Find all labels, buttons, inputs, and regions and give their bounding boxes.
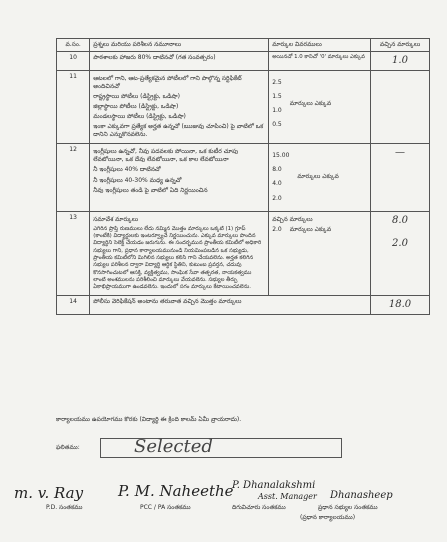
row-criteria — [269, 70, 371, 144]
result-section — [56, 436, 213, 457]
row-number: 12 — [57, 144, 90, 211]
signature-label: PCC / PA సంతకము — [140, 504, 191, 511]
table-row — [57, 211, 430, 296]
row-text: పాఠశాలకు హాజరు 80% దాటినచో (గత సంవత్సరం) — [90, 52, 269, 71]
criteria-label: మార్కులు ఎక్కువ — [297, 173, 339, 181]
row-text — [90, 211, 269, 296]
weight-value: 1.5 — [272, 92, 282, 100]
row-score — [371, 296, 430, 315]
weight-value: 1.0 — [272, 106, 282, 114]
weights-list — [272, 73, 282, 135]
handwritten-score: — — [395, 147, 405, 159]
row-criteria — [269, 144, 371, 211]
table-row — [57, 52, 430, 71]
signature: Asst. Manager — [258, 492, 317, 501]
result-value: Selected — [134, 436, 213, 457]
weight-value: 0.5 — [272, 120, 282, 128]
weight-value: 2.0 — [272, 225, 282, 233]
list-item: నీ ఇంగ్లీషులు 40% దాటినచో — [93, 166, 161, 174]
weight-value: 2.5 — [272, 78, 282, 86]
signature-label: ప్రధాన సభ్యుల సంతకము — [318, 504, 378, 511]
weight-value: 2.0 — [272, 194, 282, 202]
signature: P. M. Naheethe — [118, 482, 234, 500]
list-item: మండలస్థాయి పోటీలు (డిస్ట్రిక్టు, ఒడిషా) — [93, 112, 186, 120]
list-item: రాష్ట్రస్థాయి పోటీలు (డిస్ట్రిక్టు, ఒడిషా) — [93, 92, 180, 100]
signature-label: P.D. సంతకము — [46, 504, 83, 511]
list-item: నీవు ఇంగ్లీషులు తండి పై వాటిలో ఏది నిర్ణయించిన — [93, 186, 208, 194]
marks-table — [56, 38, 430, 315]
row-intro: సమావేశ మార్కులు — [93, 215, 139, 223]
row-criteria — [269, 211, 371, 296]
handwritten-score: 1.0 — [392, 55, 408, 67]
row-score — [371, 52, 430, 71]
header-questions: ప్రశ్నలు మరియు పరిశీలన నమూనాలు — [90, 39, 269, 52]
handwritten-score: 8.0 — [392, 214, 408, 226]
header-marks-details: మార్కుల వివరములు — [269, 39, 371, 52]
row-intro: ఆటలలో గాని, ఆట-ప్రత్యేకమైన పోటీలలో గాని పాల్గొన్న సర్టిఫికేట్ అందిచినచో — [93, 74, 242, 90]
weight-value: 15.00 — [272, 152, 290, 160]
handwritten-score: 2.0 — [392, 238, 408, 250]
office-use-note: కార్యాలయము ఉపయోగము కొరకు (విద్యార్థి ఈ క్రింది కాలమ్ ఏమీ వ్రాయరాదు). — [56, 416, 242, 423]
weight-value: 8.0 — [272, 166, 282, 174]
signature-label: (ప్రధాన కార్యాలయము) — [300, 514, 356, 521]
signature-area — [0, 480, 447, 540]
table-row — [57, 144, 430, 211]
criteria-label: మార్కులు ఎక్కువ — [289, 225, 332, 233]
weight-value: 4.0 — [272, 180, 282, 188]
criteria-label: మార్కులు ఎక్కువ — [289, 99, 332, 107]
signature: m. v. Ray — [14, 484, 84, 502]
header-serial: వ.సం. — [57, 39, 90, 52]
row-text — [90, 144, 269, 211]
row-score — [371, 70, 430, 144]
table-row — [57, 296, 430, 315]
result-label: ఫలితము: — [56, 444, 80, 451]
table-row — [57, 70, 430, 144]
row-number: 10 — [57, 52, 90, 71]
row-score — [371, 211, 430, 296]
handwritten-score: 18.0 — [388, 299, 412, 311]
header-marks-obtained: వచ్చిన మార్కులు — [371, 39, 430, 52]
criteria-head: వచ్చిన మార్కులు — [272, 215, 313, 223]
list-item: ఇంకా ఎక్కువగా ప్రత్యేక అర్హత ఉన్నచో (ఋజువు చూపించి) పై వాటిలో ఒక దానిని ఎన్నుకొనవలెను. — [93, 123, 264, 139]
signature: Dhanasheep — [330, 490, 393, 501]
table-header-row — [57, 39, 430, 52]
row-intro: ఇంగ్లీషులు ఉన్నచో, నీవు పదవలకు పోయినా, ఒక కుటీర చూపు లేవటోయినా, ఒక దేవు లేవటోయినా, ఒక కాల లేవటోయినా — [93, 148, 239, 164]
row-criteria: అయినచో 1.0 కానిచో '0' మార్కులు ఎక్కువ — [269, 52, 371, 71]
row-number: 14 — [57, 296, 90, 315]
signature-label: దిగువిచూరు సంతకము — [232, 504, 286, 511]
row-text: పోలీసు వెరిఫికేషన్ అంటాను తరువాత వచ్చిన మొత్తం మార్కులు — [90, 296, 371, 315]
list-item: నీ ఇంగ్లీషులు 40-30% మధ్య ఉన్నచో — [93, 176, 182, 184]
row-text — [90, 70, 269, 144]
signature: P. Dhanalakshmi — [232, 480, 316, 491]
row-number: 11 — [57, 70, 90, 144]
row-number: 13 — [57, 211, 90, 296]
row-score — [371, 144, 430, 211]
row-paragraph: ఎగిరిన ప్రాప్తి రుణములు లేదు నమ్మిన మొత్తం మార్కులు ఒక్కటి (1) గ్రూప్ (కాంటేకి) విద్యార్థులకు ఇంటర్వ్యూచే నిర్ణయించును. ఎక్కువ మార్కులు పొందిన విద్యార్థిని సెలెక్ట్ చేయడం జరుగును. ఈ సందర్భమున ప్రాంతీయ కమిటీలో అధికారి సభ్యులు గాని, ప్రధాన కార్యాలయమునుండి నియమింపబడిన ఒక సభ్యుడు, ప్రాంతీయ కమిటీలోని మిగిలిన సభ్యులు కలిసి గాని చేయవలెను. అర్హత కలిగిన సభ్యుల పరిశీలన ద్వారా విద్యార్థి ఆర్థిక స్థితిని, కుటుంబ ప్రవర్తన, చదువు కొనసాగించుటలో ఆసక్తి, వ్యక్తిత్వము, సాంఘిక సేవా తత్పరత, నాయకత్వము లాంటి అంశములను పరిశీలించి మార్కులు వేయవలెను. సభ్యుల తీర్పు ఏకాభిప్రాయముగా ఉండవలెను. ఇందులో సగం మార్కులు కేటాయించవలెను. — [93, 225, 262, 291]
list-item: జిల్లాస్థాయి పోటీలు (డిస్ట్రిక్టు, ఒడిషా) — [93, 102, 179, 110]
weights-list — [272, 146, 289, 208]
